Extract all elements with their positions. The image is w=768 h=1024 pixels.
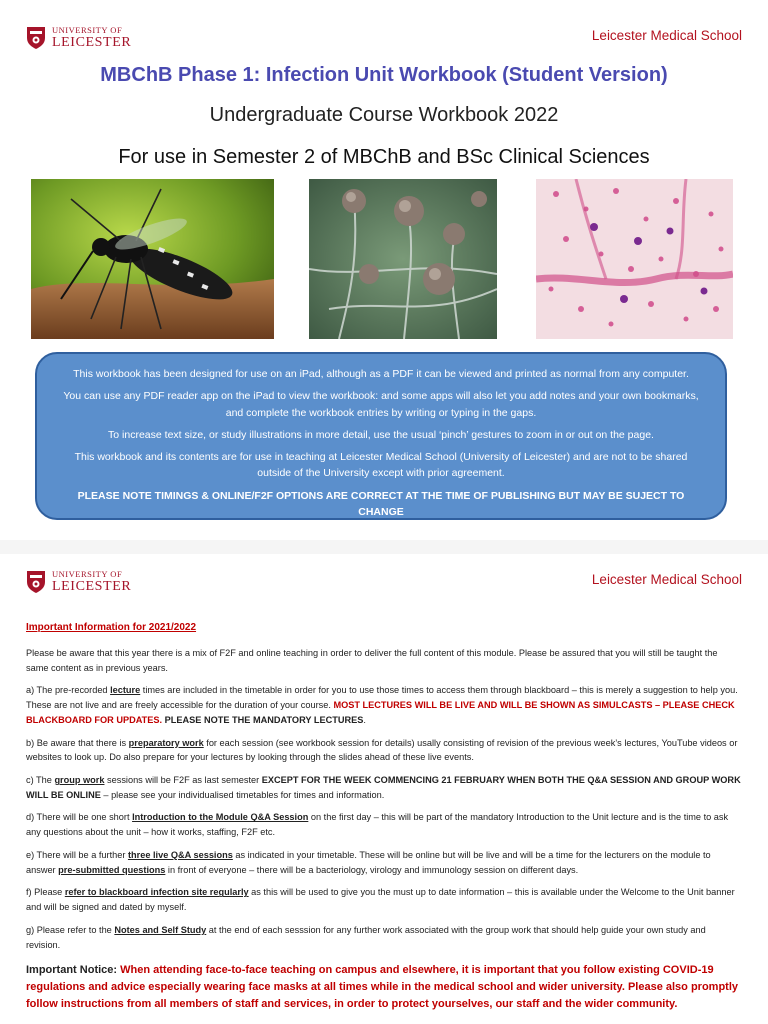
info-heading: Important Information for 2021/2022	[26, 622, 197, 633]
semester-line: For use in Semester 2 of MBChB and BSc Clinical Sciences	[118, 146, 650, 168]
info-line: You can use any PDF reader app on the iPad to view the workbook: and some apps will also let you add notes and your own bookmarks, and complete the workbook entries by writing or typing in the gaps.	[63, 390, 699, 419]
item-a: a) The pre-recorded lecture times are included in the timetable in order for you to use those times to access them through blackboard – this is merely a suggestion to help you. These are not live and are freely accessible for the duration of your course. MOST LECTURES WILL BE LIVE AND WILL BE SHOWN AS SIMULCASTS – PLEASE CHECK BLACKBOARD FOR UPDATES. PLEASE NOTE THE MANDATORY LECTURES.	[26, 685, 738, 725]
item-f: f) Please refer to blackboard infection site regularly as this will be used to give you the must up to date information – this is available under the Welcome to the Unit banner and will be signed and dated by myself.	[26, 887, 735, 913]
workbook-title: MBChB Phase 1: Infection Unit Workbook (Student Version)	[100, 64, 668, 86]
item-b: b) Be aware that there is preparatory work for each session (see workbook session for details) usally consisting of revision of the previous week’s lectures, YouTube videos or websites to look up. Do also prepare for your lectures by looking through the slides ahead of these live events.	[26, 737, 738, 763]
info-line: To increase text size, or study illustrations in more detail, use the usual ‘pinch’ gestures to zoom in or out on the page.	[108, 428, 654, 441]
logo-big-text: LEICESTER	[52, 578, 132, 594]
info-page	[0, 554, 768, 1024]
stained-cells-photo	[536, 179, 733, 339]
info-line: This workbook and its contents are for use in teaching at Leicester Medical School (University of Leicester) and are not to be shared outside of the University except with prior agreement.	[74, 451, 688, 480]
covid-notice: Important Notice: When attending face-to-face teaching on campus and elsewhere, it is important that you follow existing COVID-19 regulations and advice especially wearing face masks at all times while in the medical school and wider university. Please also promptly follow instructions from all members of staff and services, in order to protect yourselves, our staff and the wider community.	[26, 964, 739, 1011]
logo-big-text: LEICESTER	[52, 34, 132, 50]
university-logo	[26, 570, 131, 594]
ipad-info-box	[35, 352, 727, 520]
item-c: c) The group work sessions will be F2F as last semester EXCEPT FOR THE WEEK COMMENCING 21 FEBRUARY WHEN BOTH THE Q&A SESSION AND GROUP WORK WILL BE ONLINE – please see your individualised timetables for times and information.	[26, 775, 741, 800]
info-line: This workbook has been designed for use on an iPad, although as a PDF it can be viewed and printed as normal from any computer.	[73, 368, 689, 380]
university-crest-icon	[26, 26, 46, 50]
workbook-subtitle: Undergraduate Course Workbook 2022	[209, 104, 559, 126]
university-crest-icon	[26, 570, 46, 594]
item-d: d) There will be one short Introduction to the Module Q&A Session on the first day – this will be part of the mandatory Introduction to the Unit lecture and is the time to ask any questions about the unit – how it works, staffing, F2F etc.	[26, 812, 729, 838]
school-name: Leicester Medical School	[591, 572, 742, 587]
timings-note: PLEASE NOTE TIMINGS & ONLINE/F2F OPTIONS ARE CORRECT AT THE TIME OF PUBLISHING BUT MAY BE SUJECT TO CHANGE	[77, 489, 685, 518]
item-g: g) Please refer to the Notes and Self Study at the end of each sesssion for any further work associated with the group work that should help guide your own study and revision.	[26, 924, 706, 950]
logo-small-text: UNIVERSITY OF	[52, 569, 123, 580]
logo-small-text: UNIVERSITY OF	[52, 25, 123, 36]
page-divider	[0, 540, 768, 554]
school-name: Leicester Medical School	[591, 28, 742, 43]
mosquito-photo	[31, 179, 274, 339]
fungus-photo	[309, 179, 497, 339]
university-logo	[26, 26, 131, 50]
item-e: e) There will be a further three live Q&A sessions as indicated in your timetable. These will be online but will be live and will be a time for the lecturers on the module to answer pre-submitted questions in front of everyone – there will be a bacteriology, virology and immunology session on different days.	[26, 849, 711, 875]
info-intro: Please be aware that this year there is a mix of F2F and online teaching in order to deliver the full content of this module. Please be assured that you will still be taught the same content as in previous years.	[26, 648, 718, 673]
important-info	[26, 620, 742, 1021]
